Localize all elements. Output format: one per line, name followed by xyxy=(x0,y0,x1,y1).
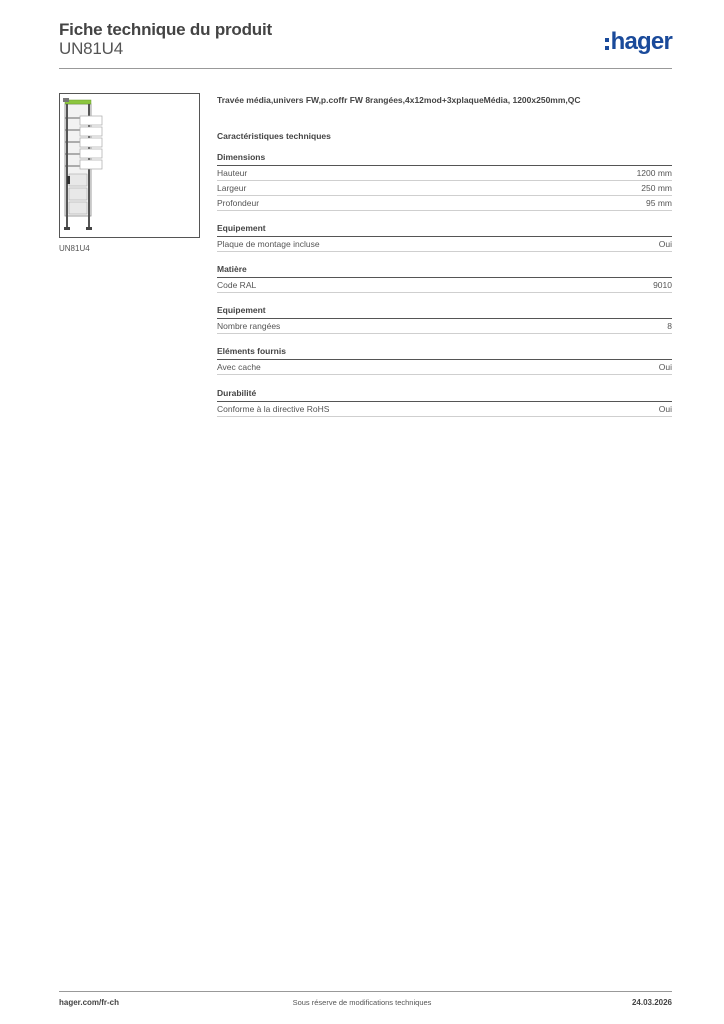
spec-value: Oui xyxy=(658,239,672,249)
footer-divider xyxy=(59,991,672,992)
spec-label: Code RAL xyxy=(217,280,257,290)
characteristics-heading: Caractéristiques techniques xyxy=(217,131,331,141)
product-image xyxy=(59,93,200,238)
section-matiere xyxy=(217,264,672,293)
hager-logo xyxy=(605,26,672,58)
spec-row xyxy=(217,402,672,417)
section-equipement-rows xyxy=(217,305,672,334)
spec-label: Conforme à la directive RoHS xyxy=(217,404,330,414)
spec-row xyxy=(217,181,672,196)
spec-label: Largeur xyxy=(217,183,247,193)
product-code: UN81U4 xyxy=(59,39,123,58)
section-elements-fournis xyxy=(217,346,672,375)
spec-value: 95 mm xyxy=(646,198,672,208)
section-title: Matière xyxy=(217,264,672,278)
spec-value: Oui xyxy=(658,404,672,414)
spec-row xyxy=(217,319,672,334)
logo-text: hager xyxy=(610,28,672,55)
section-title: Durabilité xyxy=(217,388,672,402)
spec-value: 9010 xyxy=(653,280,672,290)
spec-label: Profondeur xyxy=(217,198,260,208)
spec-row xyxy=(217,360,672,375)
spec-row xyxy=(217,166,672,181)
spec-value: Oui xyxy=(658,362,672,372)
product-description: Travée média,univers FW,p.coffr FW 8rangées,4x12mod+3xplaqueMédia, 1200x250mm,QC xyxy=(217,95,581,105)
section-dimensions xyxy=(217,152,672,211)
logo-dots-icon xyxy=(605,38,609,50)
footer-website-link[interactable]: hager.com/fr-ch xyxy=(59,998,120,1007)
section-title: Eléments fournis xyxy=(217,346,672,360)
spec-row xyxy=(217,196,672,211)
section-durabilite xyxy=(217,388,672,417)
footer-notice: Sous réserve de modifications techniques xyxy=(292,998,432,1007)
page-title: Fiche technique du produit xyxy=(59,20,272,39)
spec-value: 250 mm xyxy=(641,183,672,193)
spec-value: 8 xyxy=(667,321,672,331)
spec-row xyxy=(217,237,672,252)
section-title: Equipement xyxy=(217,305,672,319)
header-divider xyxy=(59,68,672,69)
enclosure-illustration-icon xyxy=(60,94,199,237)
spec-label: Nombre rangées xyxy=(217,321,281,331)
spec-value: 1200 mm xyxy=(636,168,672,178)
image-caption: UN81U4 xyxy=(59,244,90,253)
spec-label: Hauteur xyxy=(217,168,248,178)
footer-date: 24.03.2026 xyxy=(631,998,672,1007)
spec-row xyxy=(217,278,672,293)
spec-label: Avec cache xyxy=(217,362,261,372)
spec-label: Plaque de montage incluse xyxy=(217,239,320,249)
product-details xyxy=(217,95,672,417)
section-equipement xyxy=(217,223,672,252)
section-title: Dimensions xyxy=(217,152,672,166)
section-title: Equipement xyxy=(217,223,672,237)
